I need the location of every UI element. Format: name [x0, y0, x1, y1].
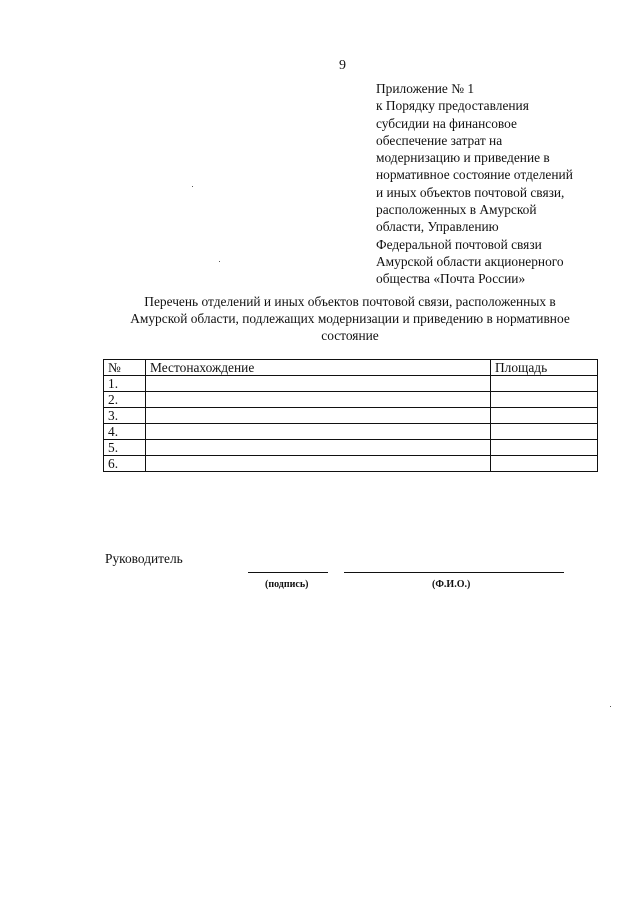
row-location: [146, 440, 491, 456]
row-number: 5.: [104, 440, 146, 456]
appendix-line: расположенных в Амурской: [376, 202, 537, 218]
appendix-line: модернизацию и приведение в: [376, 150, 550, 166]
appendix-line: общества «Почта России»: [376, 271, 526, 287]
row-number: 6.: [104, 456, 146, 472]
row-area: [491, 408, 598, 424]
table-row: [104, 424, 598, 440]
header-area: Площадь: [491, 360, 598, 376]
row-area: [491, 456, 598, 472]
signature-line: [248, 572, 328, 573]
objects-table: [103, 359, 598, 472]
row-location: [146, 456, 491, 472]
title-line: состояние: [321, 328, 379, 343]
row-number: 4.: [104, 424, 146, 440]
row-area: [491, 424, 598, 440]
page-number: 9: [339, 58, 346, 73]
appendix-line: нормативное состояние отделений: [376, 167, 573, 183]
row-area: [491, 376, 598, 392]
document-title: [95, 293, 605, 344]
appendix-line: Приложение № 1: [376, 81, 475, 96]
table-row: [104, 376, 598, 392]
row-location: [146, 376, 491, 392]
table-row: [104, 440, 598, 456]
row-location: [146, 408, 491, 424]
table-header-row: [104, 360, 598, 376]
row-area: [491, 440, 598, 456]
appendix-line: субсидии на финансовое: [376, 115, 517, 131]
fullname-line: [344, 572, 564, 573]
header-location: Местонахождение: [146, 360, 491, 376]
scan-speck: [219, 261, 220, 262]
fullname-caption: (Ф.И.О.): [432, 579, 471, 590]
appendix-line: Федеральной почтовой связи: [376, 236, 542, 252]
header-number: №: [104, 360, 146, 376]
title-line: Перечень отделений и иных объектов почтовой связи, расположенных в: [144, 294, 556, 309]
row-location: [146, 424, 491, 440]
table-row: [104, 456, 598, 472]
appendix-line: к Порядку предоставления: [376, 98, 529, 114]
appendix-note: [376, 80, 606, 288]
row-number: 3.: [104, 408, 146, 424]
appendix-line: обеспечение затрат на: [376, 132, 503, 148]
title-line: Амурской области, подлежащих модернизации и приведению в нормативное: [130, 311, 570, 326]
scan-speck: [192, 186, 193, 187]
scan-speck: [610, 706, 611, 707]
table-row: [104, 392, 598, 408]
row-number: 1.: [104, 376, 146, 392]
row-area: [491, 392, 598, 408]
row-location: [146, 392, 491, 408]
appendix-line: и иных объектов почтовой связи,: [376, 184, 565, 200]
appendix-line: области, Управлению: [376, 219, 499, 235]
signature-caption: (подпись): [265, 579, 309, 590]
table-row: [104, 408, 598, 424]
row-number: 2.: [104, 392, 146, 408]
head-label: Руководитель: [105, 551, 183, 566]
appendix-line: Амурской области акционерного: [376, 253, 564, 269]
